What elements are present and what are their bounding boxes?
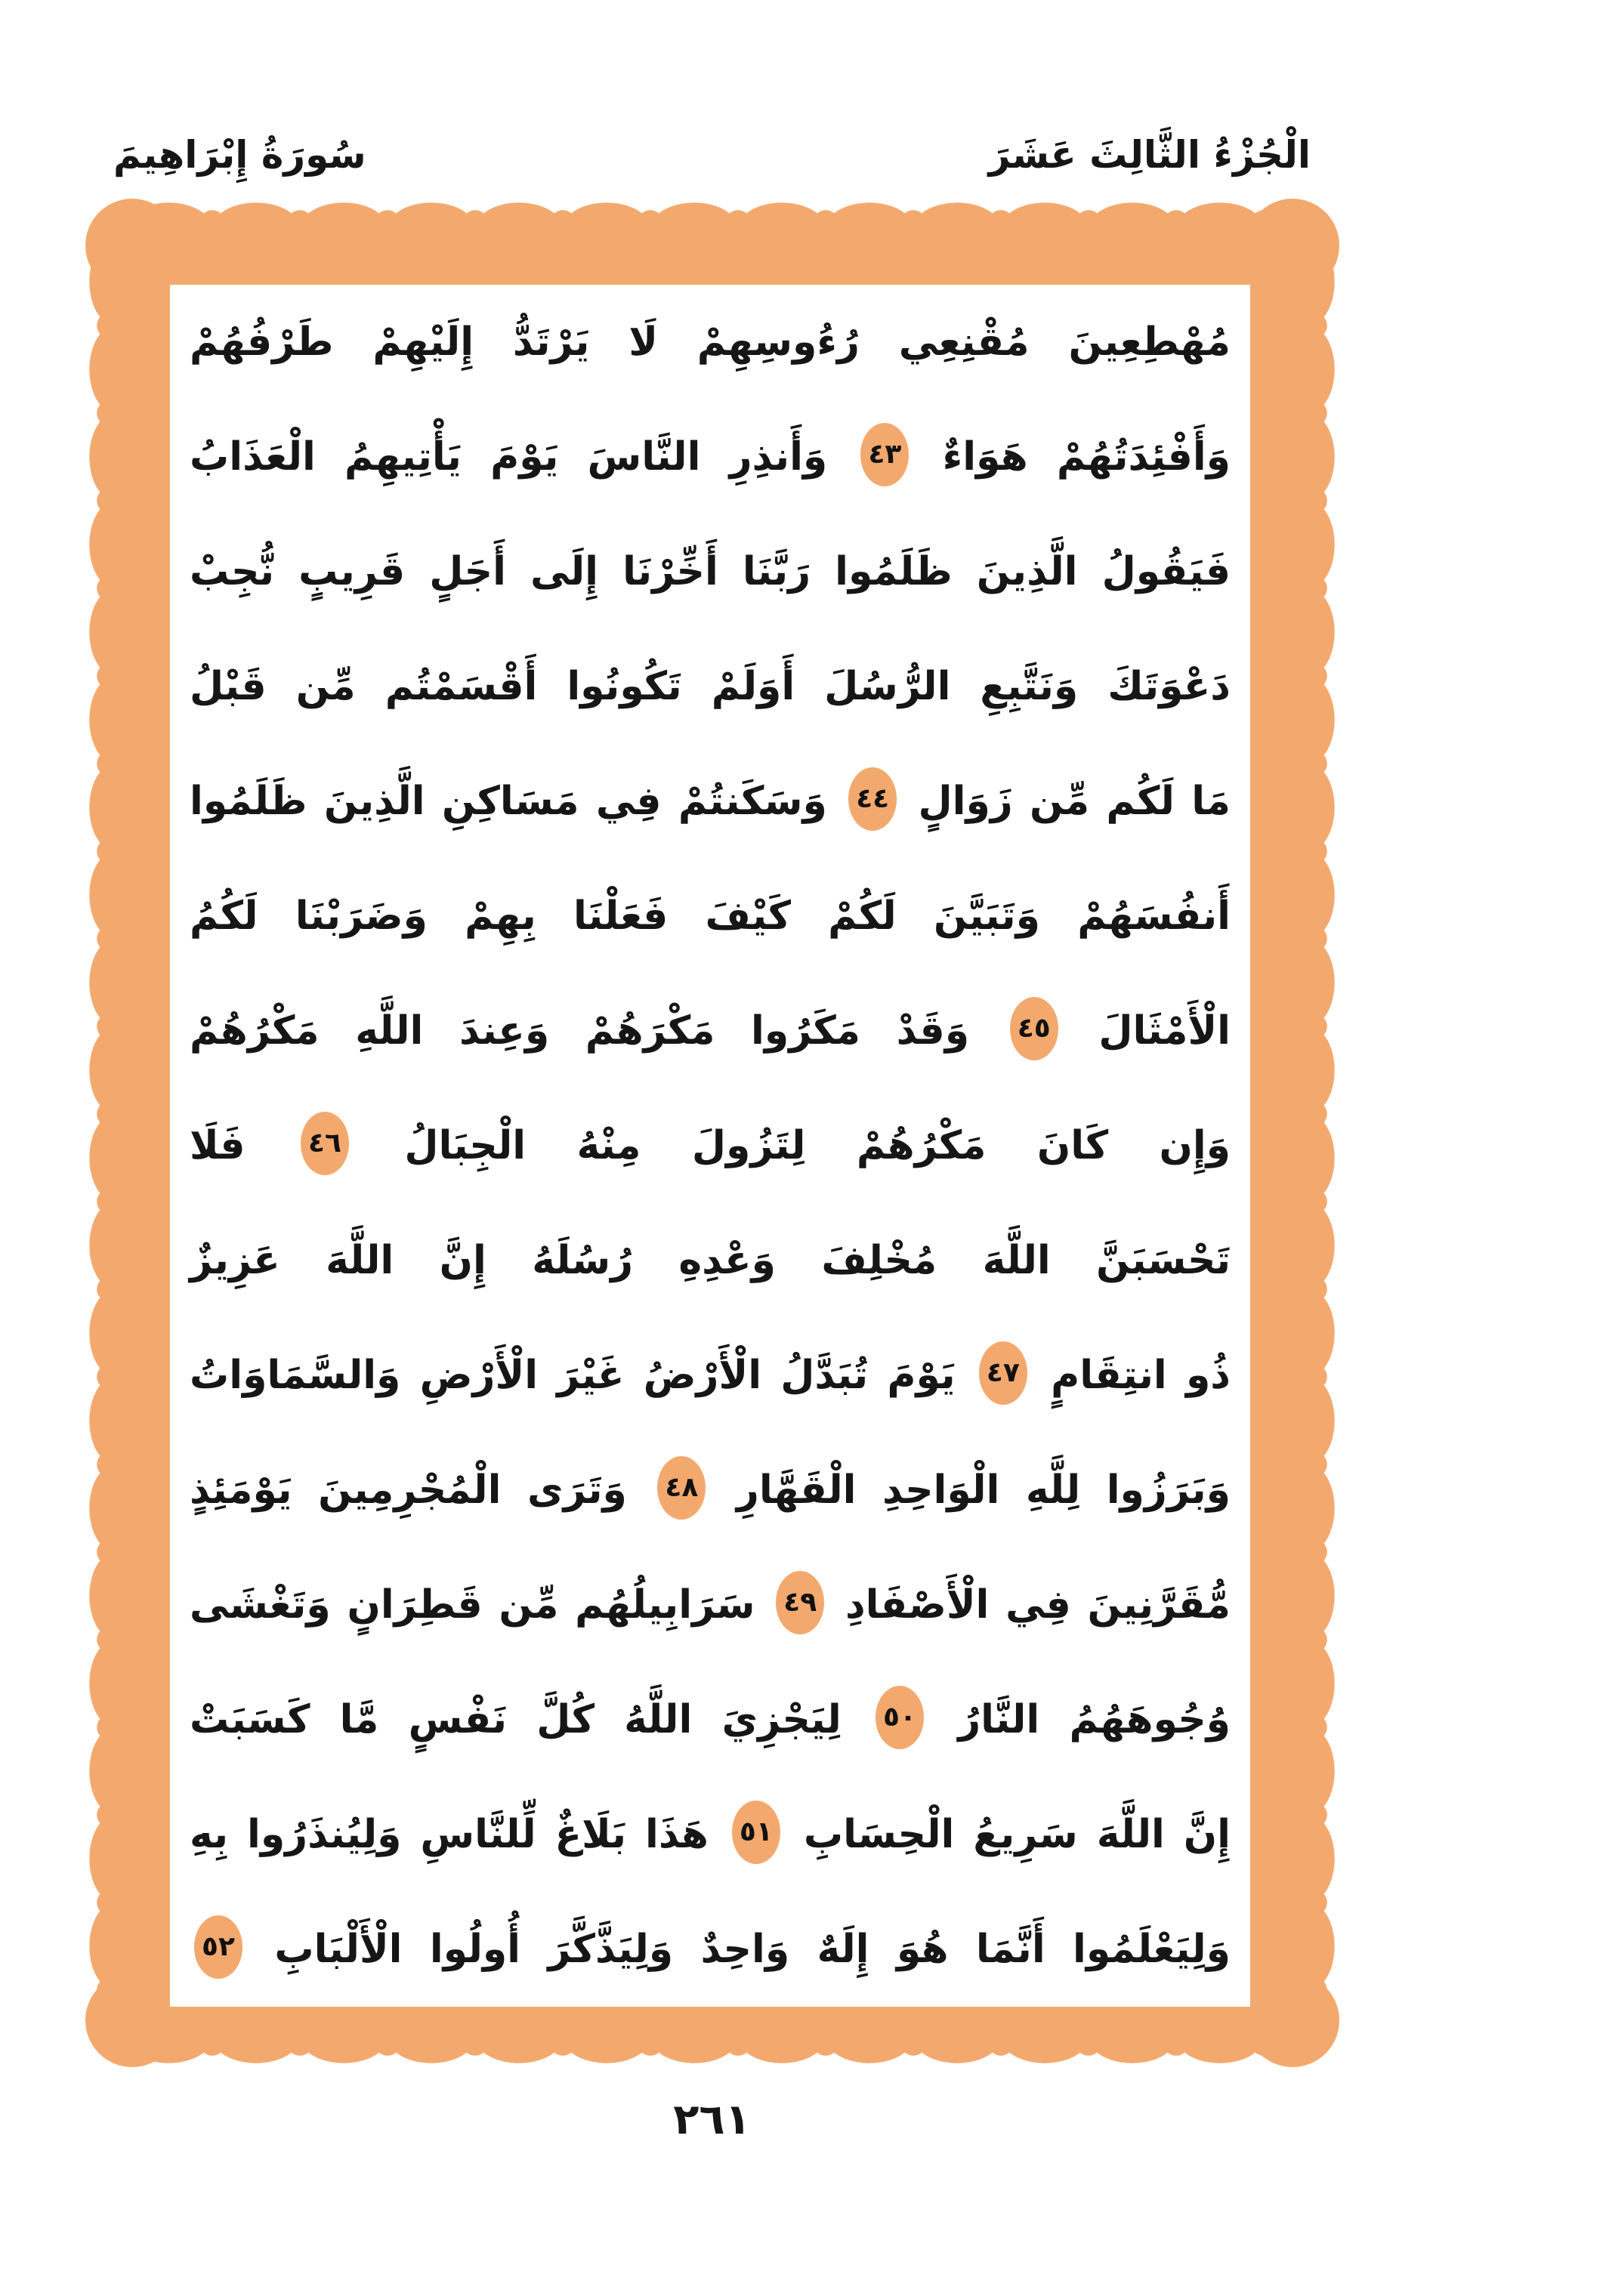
mushaf-line bbox=[190, 974, 1231, 1088]
verse-marker: ٥٢ bbox=[194, 1915, 242, 1979]
mushaf-line bbox=[190, 1892, 1231, 2007]
ayah-text: فَلَا bbox=[190, 1123, 246, 1168]
ayah-text: وَأَفْئِدَتُهُمْ هَوَاءٌ bbox=[942, 434, 1231, 480]
ayah-text: وَقَدْ مَكَرُوا مَكْرَهُمْ وَعِندَ اللَّهِ مَكْرُهُمْ bbox=[190, 1008, 970, 1054]
juz-title: الْجُزْءُ الثَّالِثَ عَشَرَ bbox=[988, 133, 1311, 177]
mushaf-line bbox=[190, 1548, 1231, 1662]
verse-marker: ٤٩ bbox=[776, 1571, 824, 1634]
frame-scallop-left bbox=[88, 238, 115, 2028]
ayah-text: مُهْطِعِينَ مُقْنِعِي رُءُوسِهِمْ لَا يَرْتَدُّ إِلَيْهِمْ طَرْفُهُمْ bbox=[190, 319, 1231, 365]
mushaf-line bbox=[190, 1433, 1231, 1548]
frame-scallop-top bbox=[125, 201, 1299, 228]
ayah-text: لِيَجْزِيَ اللَّهُ كُلَّ نَفْسٍ مَّا كَسَبَتْ bbox=[190, 1697, 842, 1742]
ayah-text: وَتَرَى الْمُجْرِمِينَ يَوْمَئِذٍ bbox=[190, 1467, 627, 1513]
ayah-text: فَيَقُولُ الَّذِينَ ظَلَمُوا رَبَّنَا أَخِّرْنَا إِلَى أَجَلٍ قَرِيبٍ نُّجِبْ bbox=[190, 549, 1231, 594]
mushaf-line bbox=[190, 400, 1231, 514]
ayah-text: ذُو انتِقَامٍ bbox=[1051, 1353, 1231, 1398]
verse-marker: ٤٥ bbox=[1010, 997, 1058, 1060]
frame-scallop-bottom bbox=[125, 2038, 1299, 2065]
mushaf-line bbox=[190, 629, 1231, 744]
verse-marker: ٤٤ bbox=[848, 767, 897, 831]
ayah-text: هَذَا بَلَاغٌ لِّلنَّاسِ وَلِيُنذَرُوا بِهِ bbox=[190, 1812, 709, 1857]
ayah-text: سَرَابِيلُهُم مِّن قَطِرَانٍ وَتَغْشَى bbox=[190, 1582, 755, 1628]
page-number: ٢٦١ bbox=[673, 2095, 751, 2144]
ayah-text: إِنَّ اللَّهَ سَرِيعُ الْحِسَابِ bbox=[803, 1812, 1231, 1857]
mushaf-line bbox=[190, 514, 1231, 629]
mushaf-line bbox=[190, 1777, 1231, 1892]
verse-marker: ٤٧ bbox=[979, 1341, 1027, 1405]
mushaf-line bbox=[190, 744, 1231, 859]
text-window bbox=[170, 285, 1250, 2007]
ayah-text: دَعْوَتَكَ وَنَتَّبِعِ الرُّسُلَ أَوَلَمْ تَكُونُوا أَقْسَمْتُم مِّن قَبْلُ bbox=[190, 664, 1231, 709]
verse-marker: ٤٨ bbox=[657, 1456, 706, 1520]
verse-marker: ٤٣ bbox=[860, 423, 909, 486]
ayah-text: وُجُوهَهُمُ النَّارُ bbox=[958, 1697, 1231, 1742]
ayah-text: وَإِن كَانَ مَكْرُهُمْ لِتَزُولَ مِنْهُ الْجِبَالُ bbox=[404, 1123, 1231, 1168]
mushaf-line bbox=[190, 285, 1231, 400]
ayah-text: مُّقَرَّنِينَ فِي الْأَصْفَادِ bbox=[845, 1582, 1231, 1628]
mushaf-line bbox=[190, 1662, 1231, 1777]
mushaf-text-area bbox=[170, 285, 1250, 2007]
ayah-text: الْأَمْثَالَ bbox=[1098, 1008, 1231, 1054]
ayah-text: أَنفُسَهُمْ وَتَبَيَّنَ لَكُمْ كَيْفَ فَعَلْنَا بِهِمْ وَضَرَبْنَا لَكُمُ bbox=[190, 893, 1231, 939]
mushaf-line bbox=[190, 1203, 1231, 1318]
ayah-text: تَحْسَبَنَّ اللَّهَ مُخْلِفَ وَعْدِهِ رُسُلَهُ إِنَّ اللَّهَ عَزِيزٌ bbox=[190, 1238, 1231, 1283]
verse-marker: ٥٠ bbox=[876, 1686, 924, 1749]
mushaf-line bbox=[190, 1088, 1231, 1203]
surah-title: سُورَةُ إِبْرَاهِيمَ bbox=[113, 133, 366, 177]
ayah-text: يَوْمَ تُبَدَّلُ الْأَرْضُ غَيْرَ الْأَرْضِ وَالسَّمَاوَاتُ bbox=[190, 1353, 956, 1398]
ayah-text: وَسَكَنتُمْ فِي مَسَاكِنِ الَّذِينَ ظَلَمُوا bbox=[190, 779, 827, 824]
verse-marker: ٥١ bbox=[732, 1801, 780, 1864]
ayah-text: وَبَرَزُوا لِلَّهِ الْوَاحِدِ الْقَهَّارِ bbox=[736, 1467, 1231, 1513]
ayah-text: مَا لَكُم مِّن زَوَالٍ bbox=[918, 779, 1231, 824]
frame-scallop-right bbox=[1309, 238, 1336, 2028]
mushaf-line bbox=[190, 859, 1231, 974]
ayah-text: وَلِيَعْلَمُوا أَنَّمَا هُوَ إِلَهٌ وَاحِدٌ وَلِيَذَّكَّرَ أُولُوا الْأَلْبَابِ bbox=[274, 1927, 1231, 1972]
mushaf-line bbox=[190, 1318, 1231, 1433]
verse-marker: ٤٦ bbox=[301, 1112, 349, 1175]
ayah-text: وَأَنذِرِ النَّاسَ يَوْمَ يَأْتِيهِمُ الْعَذَابُ bbox=[190, 434, 828, 480]
